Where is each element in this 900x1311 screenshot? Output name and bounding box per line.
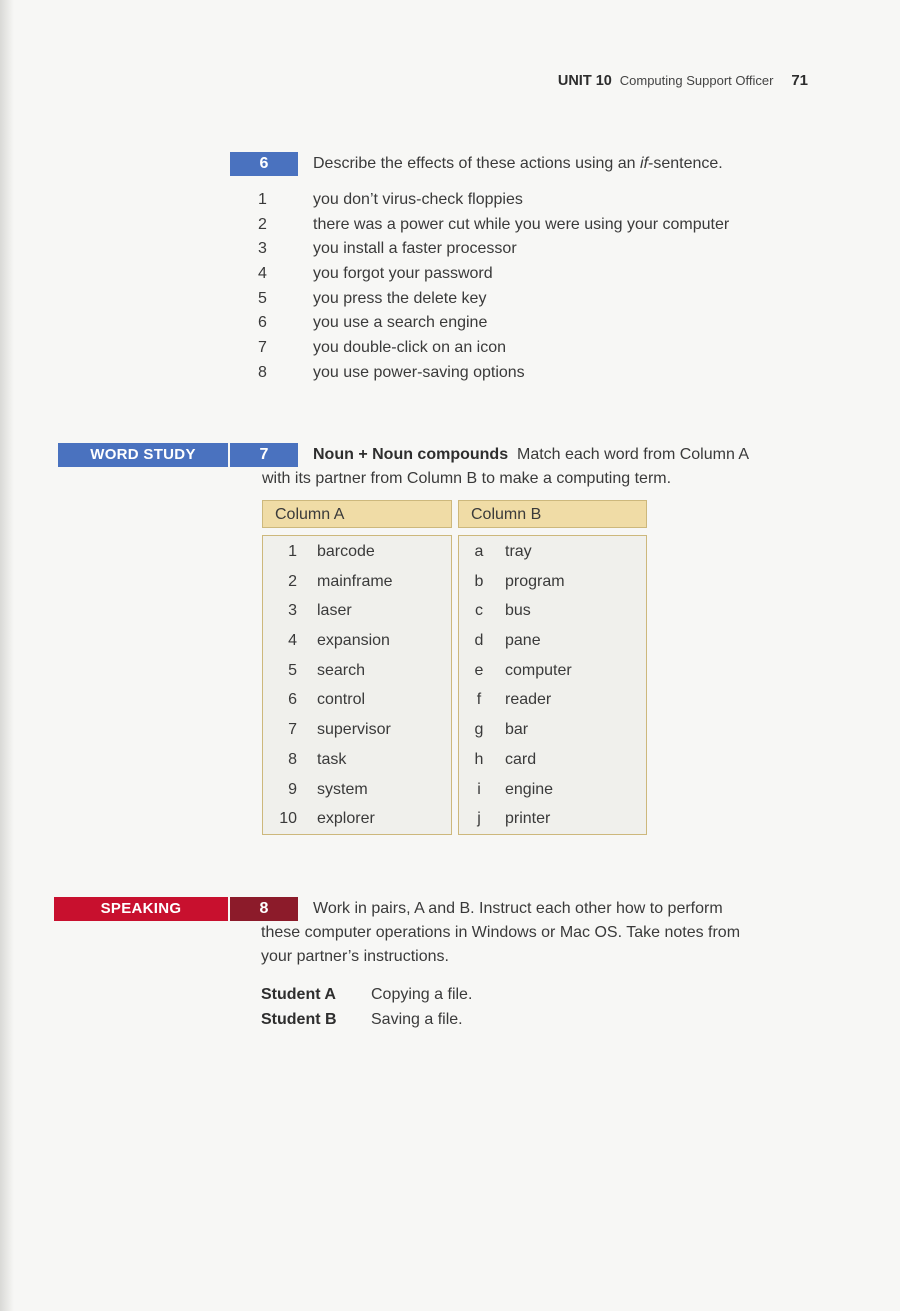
exercise-7-instruction-line1: Match each word from Column A [516,446,750,463]
table-row [263,537,451,567]
item-number: 5 [258,289,267,307]
section-label-speaking: SPEAKING [54,897,228,921]
table-row [263,656,451,686]
exercise-8-instruction-line1: Work in pairs, A and B. Instruct each other how to perform [313,900,723,917]
item-number: 1 [258,191,267,208]
student-row [261,1007,472,1032]
table-row [263,596,451,626]
item-number: 6 [258,314,267,332]
list-item [258,287,729,312]
student-row [261,982,472,1007]
table-row [459,745,646,775]
row-word: control [317,691,366,709]
list-item [258,311,729,336]
table-row [459,626,646,656]
row-word: expansion [317,632,390,650]
row-word: system [317,780,368,798]
table-row [459,656,646,686]
table-row [263,715,451,745]
row-key: f [476,691,482,709]
table-row [263,626,451,656]
row-word: barcode [317,543,375,560]
item-text: you double-click on an icon [313,339,507,357]
row-word: search [317,661,366,679]
item-number: 8 [258,363,267,381]
list-item [258,262,729,287]
column-b-list [458,535,647,835]
row-word: pane [505,632,541,650]
row-word: task [317,750,347,768]
row-key: 9 [288,780,297,798]
row-key: 5 [288,661,297,679]
row-word: explorer [317,810,375,828]
student-task: Saving a file. [371,1011,463,1028]
table-row [459,775,646,805]
item-text: you forgot your password [313,265,493,283]
row-word: bus [505,602,531,620]
exercise-6-instruction [313,152,723,177]
exercise-7-number: 7 [230,443,298,467]
exercise-8-instruction-line2: these computer operations in Windows or Mac OS. Take notes from [261,924,741,941]
column-a-list [262,535,452,835]
item-text: you use power-saving options [313,363,525,381]
student-name: Student B [261,1011,337,1028]
section-label-word-study: WORD STUDY [58,443,228,467]
row-word: laser [317,602,352,620]
row-key: e [474,661,484,679]
list-item [258,336,729,361]
row-key: 3 [288,602,297,620]
page-edge-shadow [0,0,14,1311]
row-word: program [505,572,565,590]
table-row [263,745,451,775]
student-name: Student A [261,986,336,1003]
row-key: 8 [288,750,297,768]
page-number: 71 [791,72,808,89]
item-text: you press the delete key [313,289,487,307]
row-key: 10 [279,810,297,828]
item-text: you use a search engine [313,314,488,332]
row-word: mainframe [317,572,393,590]
row-key: 6 [288,691,297,709]
row-word: printer [505,810,551,828]
column-a-header: Column A [262,500,452,528]
item-text: you install a faster processor [313,240,517,258]
table-row [459,715,646,745]
list-item [258,361,729,386]
exercise-8-number: 8 [230,897,298,921]
exercise-6-instruction-italic: if [640,155,649,172]
unit-subtitle: Computing Support Officer [619,73,774,88]
table-row [263,775,451,805]
row-key: i [477,780,481,798]
row-key: h [474,750,484,768]
running-header [558,72,808,89]
row-key: c [475,602,483,620]
list-item [258,213,729,238]
item-text: you don’t virus-check floppies [313,191,523,208]
row-key: a [474,543,484,560]
row-key: 4 [288,632,297,650]
student-task: Copying a file. [371,986,473,1003]
unit-label: UNIT 10 [557,73,612,89]
list-item [258,237,729,262]
item-number: 3 [258,240,267,258]
exercise-8-instruction-line3: your partner’s instructions. [261,948,449,965]
row-key: 2 [288,572,297,590]
table-row [263,567,451,597]
exercise-7-instruction-line2: with its partner from Column B to make a computing term. [262,470,672,487]
exercise-6-list [258,188,729,386]
row-word: supervisor [317,721,391,739]
item-number: 7 [258,339,267,357]
table-row [459,537,646,567]
table-row [459,804,646,834]
exercise-7-instruction [313,443,749,468]
table-row [263,685,451,715]
row-key: 7 [288,721,297,739]
item-text: there was a power cut while you were using your computer [313,215,730,233]
row-word: bar [505,721,529,739]
table-row [459,567,646,597]
table-row [263,804,451,834]
row-key: b [474,572,484,590]
row-key: j [477,810,481,828]
exercise-6-number: 6 [230,152,298,176]
table-row [459,685,646,715]
exercise-6-instruction-end: -sentence. [648,155,723,172]
list-item [258,188,729,213]
student-tasks [261,982,472,1032]
row-key: d [474,632,484,650]
row-key: g [474,721,484,739]
item-number: 4 [258,265,267,283]
item-number: 2 [258,215,267,233]
table-row [459,596,646,626]
row-word: computer [505,661,572,679]
row-word: card [505,750,537,768]
row-word: engine [505,780,554,798]
row-word: reader [505,691,552,709]
exercise-6-instruction-start: Describe the effects of these actions using an [313,155,641,172]
row-key: 1 [288,543,297,560]
column-b-header: Column B [458,500,647,528]
exercise-7-title: Noun + Noun compounds [313,446,509,463]
row-word: tray [505,543,532,560]
